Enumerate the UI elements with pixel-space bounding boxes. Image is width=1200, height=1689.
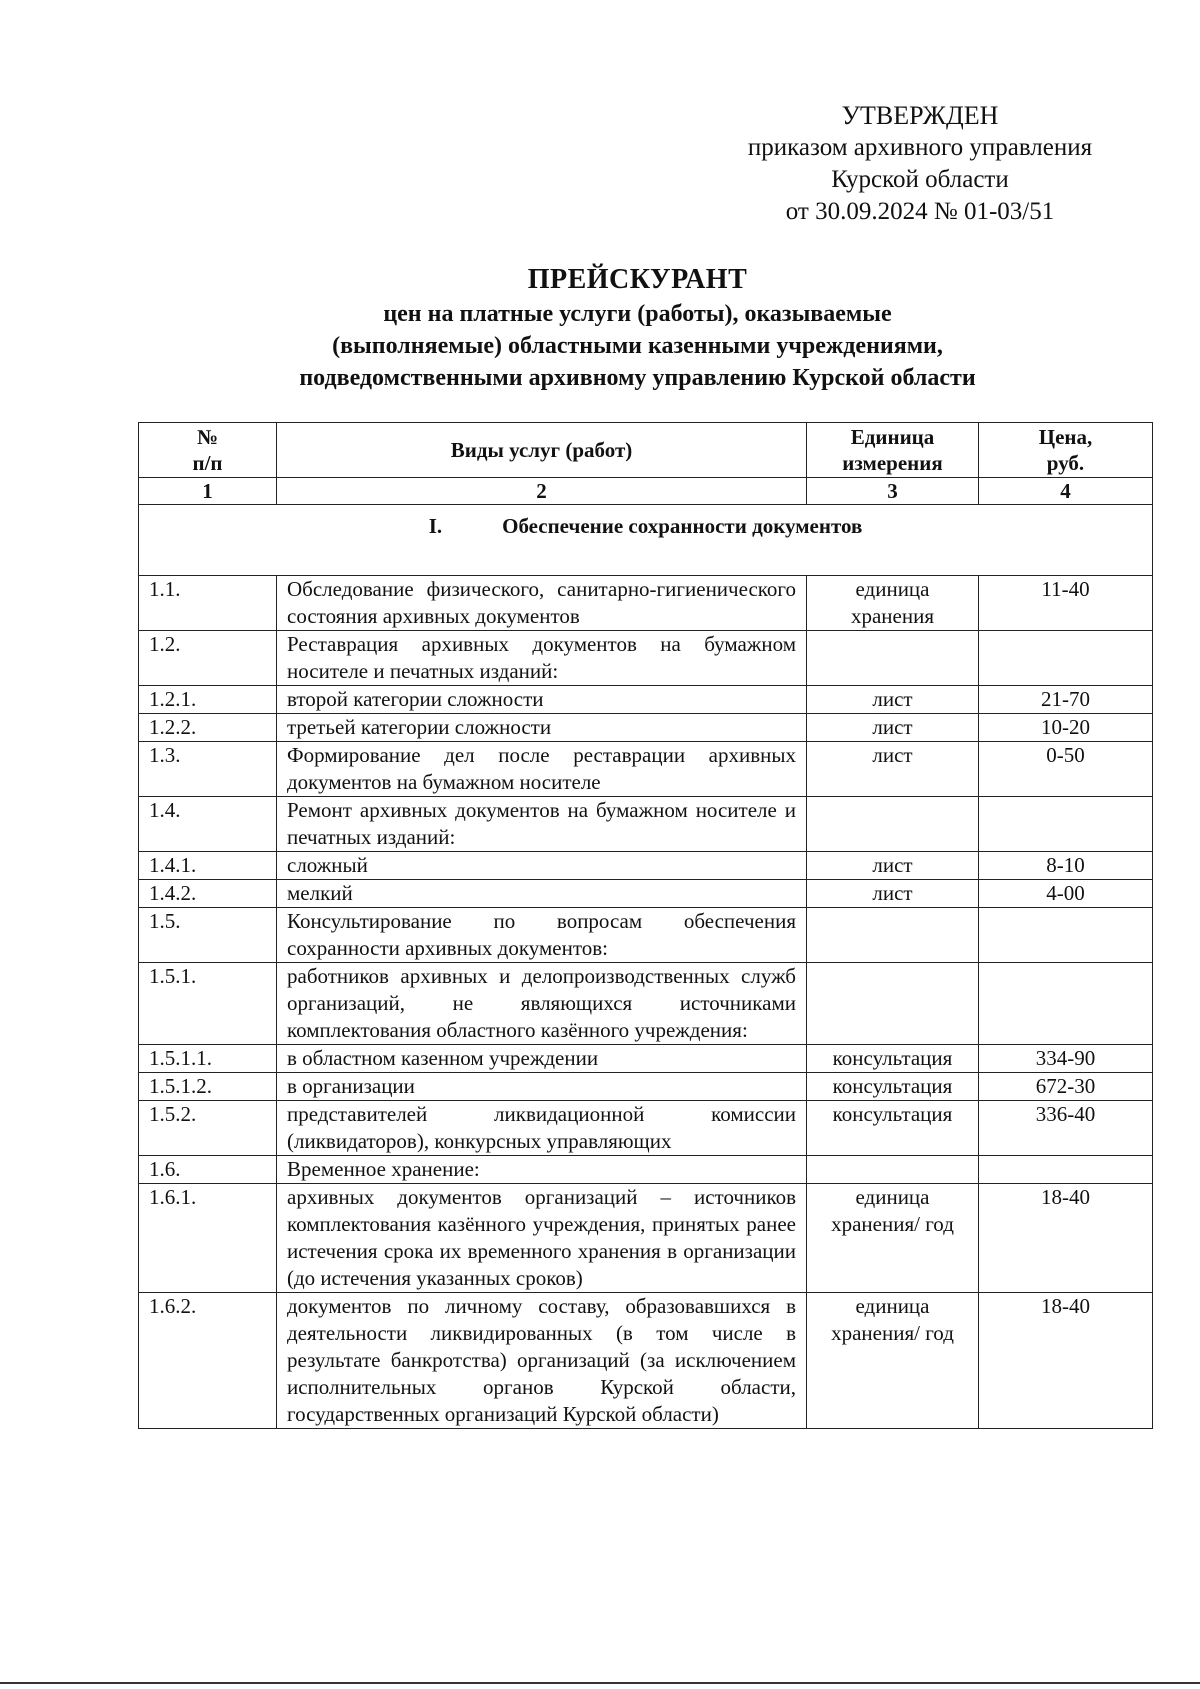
table-row bbox=[139, 1045, 1153, 1073]
approval-region-line: Курской области bbox=[831, 166, 1009, 193]
row-unit bbox=[807, 963, 979, 1045]
row-description: Временное хранение: bbox=[277, 1156, 807, 1184]
header-number-symbol: № bbox=[196, 425, 219, 449]
table-row bbox=[139, 742, 1153, 797]
row-price bbox=[979, 1156, 1153, 1184]
table-row bbox=[139, 714, 1153, 742]
row-price: 672-30 bbox=[979, 1073, 1153, 1101]
row-price bbox=[979, 797, 1153, 852]
price-list-table bbox=[138, 422, 1153, 1429]
row-description: Ремонт архивных документов на бумажном носителе и печатных изданий: bbox=[277, 797, 807, 852]
row-number: 1.5.1. bbox=[139, 963, 277, 1045]
table-header-row bbox=[139, 423, 1153, 478]
row-price: 334-90 bbox=[979, 1045, 1153, 1073]
row-unit: консультация bbox=[807, 1045, 979, 1073]
header-price-line-1: Цена, bbox=[1038, 425, 1093, 449]
row-price bbox=[979, 908, 1153, 963]
row-unit: лист bbox=[807, 742, 979, 797]
table-row bbox=[139, 880, 1153, 908]
row-price: 8-10 bbox=[979, 852, 1153, 880]
table-row bbox=[139, 686, 1153, 714]
table-row bbox=[139, 963, 1153, 1045]
column-number: 1 bbox=[139, 478, 277, 505]
row-description: Обследование физического, санитарно-гигиенического состояния архивных документов bbox=[277, 576, 807, 631]
row-description: Реставрация архивных документов на бумажном носителе и печатных изданий: bbox=[277, 631, 807, 686]
document-title bbox=[150, 262, 1125, 394]
row-price: 336-40 bbox=[979, 1101, 1153, 1156]
header-number bbox=[139, 423, 277, 478]
approval-order-line: приказом архивного управления bbox=[747, 134, 1093, 161]
row-number: 1.5.1.2. bbox=[139, 1073, 277, 1101]
table-row bbox=[139, 852, 1153, 880]
row-unit: единица хранения/ год bbox=[807, 1293, 979, 1429]
section-title: Обеспечение сохранности документов bbox=[502, 514, 863, 538]
header-unit-line-2: измерения bbox=[842, 451, 943, 475]
section-heading bbox=[139, 505, 1153, 576]
row-description: в областном казенном учреждении bbox=[277, 1045, 807, 1073]
row-number: 1.2. bbox=[139, 631, 277, 686]
row-price: 4-00 bbox=[979, 880, 1153, 908]
approval-heading: УТВЕРЖДЕН bbox=[841, 101, 999, 130]
row-number: 1.5. bbox=[139, 908, 277, 963]
column-number: 2 bbox=[277, 478, 807, 505]
page-bottom-rule bbox=[0, 1682, 1200, 1684]
row-description: третьей категории сложности bbox=[277, 714, 807, 742]
row-number: 1.5.1.1. bbox=[139, 1045, 277, 1073]
row-number: 1.3. bbox=[139, 742, 277, 797]
row-unit: лист bbox=[807, 852, 979, 880]
row-price: 18-40 bbox=[979, 1184, 1153, 1293]
row-price: 18-40 bbox=[979, 1293, 1153, 1429]
header-price bbox=[979, 423, 1153, 478]
table-row bbox=[139, 1101, 1153, 1156]
row-price bbox=[979, 631, 1153, 686]
row-number: 1.4.1. bbox=[139, 852, 277, 880]
row-unit bbox=[807, 797, 979, 852]
row-description: представителей ликвидационной комиссии (ликвидаторов), конкурсных управляющих bbox=[277, 1101, 807, 1156]
header-unit-line-1: Единица bbox=[850, 425, 935, 449]
row-description: документов по личному составу, образовавшихся в деятельности ликвидированных (в том числе в результате банкротства) организаций (за исключением исполнительных органов Курской области, государственных организаций Курской области) bbox=[277, 1293, 807, 1429]
table-row bbox=[139, 631, 1153, 686]
header-number-abbrev: п/п bbox=[192, 451, 223, 475]
row-unit: лист bbox=[807, 686, 979, 714]
row-description: сложный bbox=[277, 852, 807, 880]
row-unit bbox=[807, 631, 979, 686]
table-row bbox=[139, 1293, 1153, 1429]
row-unit bbox=[807, 1156, 979, 1184]
row-number: 1.2.2. bbox=[139, 714, 277, 742]
row-number: 1.6. bbox=[139, 1156, 277, 1184]
title-main: ПРЕЙСКУРАНТ bbox=[527, 264, 748, 295]
row-description: мелкий bbox=[277, 880, 807, 908]
title-subtitle-line-1: цен на платные услуги (работы), оказываемые bbox=[383, 301, 892, 327]
row-unit: лист bbox=[807, 880, 979, 908]
row-unit: единица хранения/ год bbox=[807, 1184, 979, 1293]
title-subtitle-line-2: (выполняемые) областными казенными учреждениями, bbox=[332, 333, 943, 359]
row-unit bbox=[807, 908, 979, 963]
row-price: 21-70 bbox=[979, 686, 1153, 714]
row-price: 0-50 bbox=[979, 742, 1153, 797]
row-description: Формирование дел после реставрации архивных документов на бумажном носителе bbox=[277, 742, 807, 797]
header-price-line-2: руб. bbox=[1046, 451, 1085, 475]
row-number: 1.4. bbox=[139, 797, 277, 852]
table-row bbox=[139, 1073, 1153, 1101]
approval-stamp bbox=[700, 100, 1140, 228]
section-number: I. bbox=[428, 514, 443, 538]
row-number: 1.4.2. bbox=[139, 880, 277, 908]
table-row bbox=[139, 1156, 1153, 1184]
section-heading-row bbox=[139, 505, 1153, 576]
approval-date-number: от 30.09.2024 № 01-03/51 bbox=[785, 198, 1055, 225]
row-unit: единица хранения bbox=[807, 576, 979, 631]
row-description: работников архивных и делопроизводственных служб организаций, не являющихся источниками комплектования областного казённого учреждения: bbox=[277, 963, 807, 1045]
row-price: 10-20 bbox=[979, 714, 1153, 742]
column-number: 3 bbox=[807, 478, 979, 505]
table-row bbox=[139, 1184, 1153, 1293]
row-number: 1.6.2. bbox=[139, 1293, 277, 1429]
row-number: 1.1. bbox=[139, 576, 277, 631]
column-number: 4 bbox=[979, 478, 1153, 505]
table-row bbox=[139, 576, 1153, 631]
row-price bbox=[979, 963, 1153, 1045]
table-row bbox=[139, 908, 1153, 963]
row-description: второй категории сложности bbox=[277, 686, 807, 714]
row-description: Консультирование по вопросам обеспечения сохранности архивных документов: bbox=[277, 908, 807, 963]
header-unit bbox=[807, 423, 979, 478]
row-price: 11-40 bbox=[979, 576, 1153, 631]
row-description: в организации bbox=[277, 1073, 807, 1101]
row-unit: лист bbox=[807, 714, 979, 742]
column-number-row bbox=[139, 478, 1153, 505]
table-row bbox=[139, 797, 1153, 852]
header-services: Виды услуг (работ) bbox=[277, 423, 807, 478]
row-number: 1.6.1. bbox=[139, 1184, 277, 1293]
row-unit: консультация bbox=[807, 1101, 979, 1156]
title-subtitle-line-3: подведомственными архивному управлению Курской области bbox=[299, 365, 976, 391]
row-number: 1.2.1. bbox=[139, 686, 277, 714]
row-description: архивных документов организаций – источников комплектования казённого учреждения, принятых ранее истечения срока их временного хранения в организации (до истечения указанных сроков) bbox=[277, 1184, 807, 1293]
row-number: 1.5.2. bbox=[139, 1101, 277, 1156]
row-unit: консультация bbox=[807, 1073, 979, 1101]
